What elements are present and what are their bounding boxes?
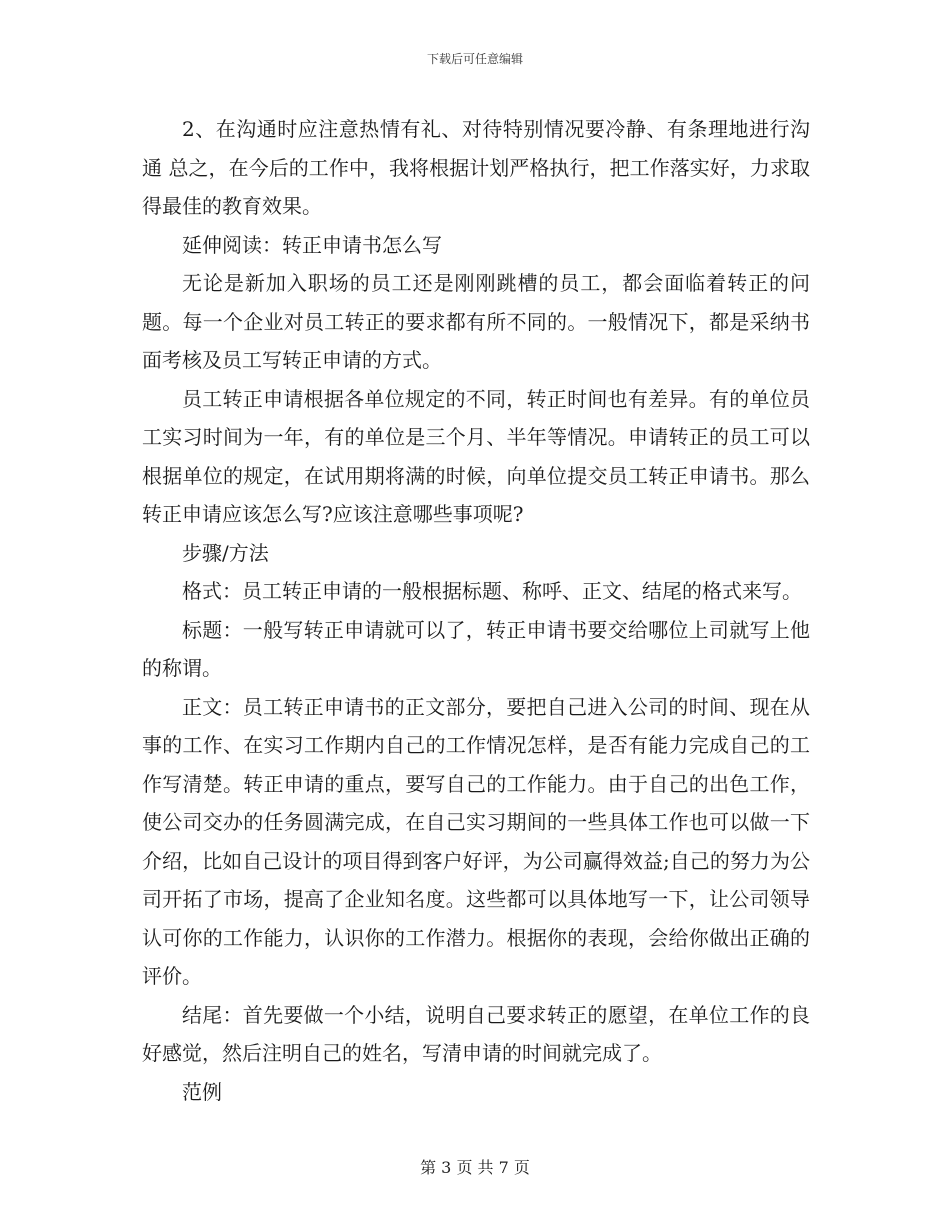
page-number-footer: 第 3 页 共 7 页 [420,1158,530,1177]
paragraph-format: 格式：员工转正申请的一般根据标题、称呼、正文、结尾的格式来写。 [182,579,802,603]
paragraph-intro: 无论是新加入职场的员工还是刚刚跳槽的员工，都会面临着转正的问题。每一个企业对员工转正的要求都有所不同的。一般情况下，都是采纳书面考核及员工写转正申请的方式。 [142,271,810,372]
paragraph-title: 标题：一般写转正申请就可以了，转正申请书要交给哪位上司就写上他的称谓。 [142,617,810,680]
paragraph-ending: 结尾：首先要做一个小结，说明自己要求转正的愿望，在单位工作的良好感觉，然后注明自己的姓名，写清申请的时间就完成了。 [142,1002,810,1065]
document-body [142,110,810,1111]
paragraph-extended-reading-title: 延伸阅读：转正申请书怎么写 [182,232,442,257]
paragraph-example-heading: 范例 [182,1079,222,1104]
paragraph-probation-time: 员工转正申请根据各单位规定的不同，转正时间也有差异。有的单位员工实习时间为一年，有的单位是三个月、半年等情况。申请转正的员工可以根据单位的规定，在试用期将满的时候，向单位提交员工转正申请书。那么转正申请应该怎么写?应该注意哪些事项呢? [142,386,810,526]
page-header-note: 下载后可任意编辑 [426,52,523,66]
paragraph-body: 正文：员工转正申请书的正文部分，要把自己进入公司的时间、现在从事的工作、在实习工作期内自己的工作情况怎样，是否有能力完成自己的工作写清楚。转正申请的重点，要写自己的工作能力。由于自己的出色工作，使公司交办的任务圆满完成，在自己实习期间的一些具体工作也可以做一下介绍，比如自己设计的项目得到客户好评，为公司赢得效益;自己的努力为公司开拓了市场，提高了企业知名度。这些都可以具体地写一下，让公司领导认可你的工作能力，认识你的工作潜力。根据你的表现，会给你做出正确的评价。 [142,694,810,988]
paragraph-communication: 2、在沟通时应注意热情有礼、对待特别情况要冷静、有条理地进行沟通 总之，在今后的工作中，我将根据计划严格执行，把工作落实好，力求取得最佳的教育效果。 [142,117,810,218]
paragraph-steps-heading: 步骤/方法 [182,540,269,565]
